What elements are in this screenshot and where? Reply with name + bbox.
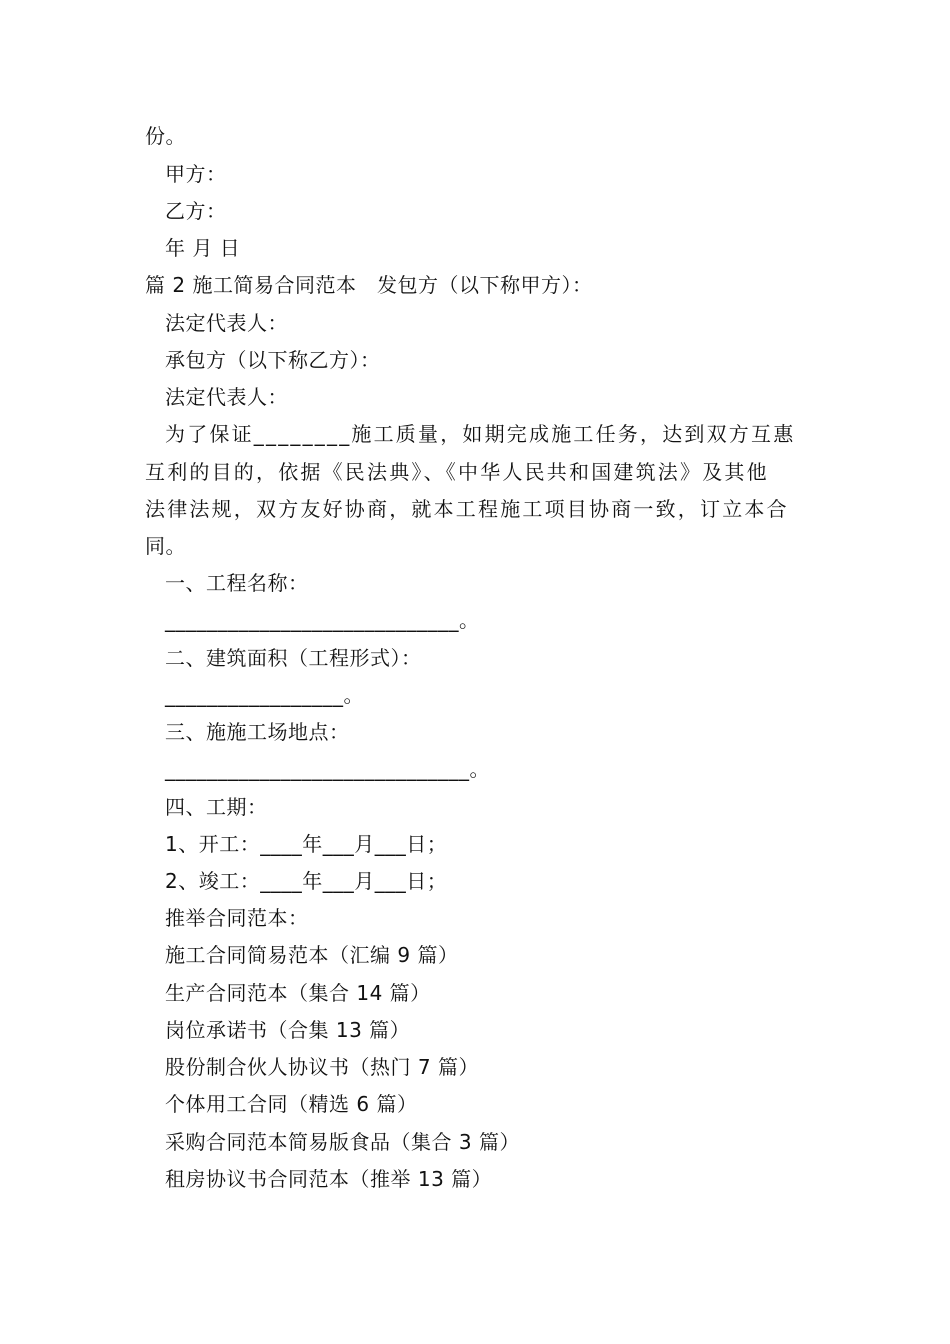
blank-line: _________________。: [165, 683, 364, 707]
list-item: 施工合同简易范本（汇编 9 篇）: [165, 943, 459, 967]
list-item: 股份制合伙人协议书（热门 7 篇）: [165, 1055, 479, 1079]
blank-line: _____________________________。: [165, 757, 490, 781]
list-heading: 推举合同范本：: [165, 906, 309, 930]
clause-heading: 四、工期：: [165, 795, 268, 819]
list-item: 岗位承诺书（合集 13 篇）: [165, 1018, 411, 1042]
clause-heading: 三、施施工场地点：: [165, 720, 350, 744]
text-line: 法定代表人：: [165, 385, 288, 409]
clause-heading: 二、建筑面积（工程形式）：: [165, 646, 422, 670]
clause-heading: 一、工程名称：: [165, 571, 309, 595]
list-item: 生产合同范本（集合 14 篇）: [165, 981, 431, 1005]
text-line: 1、开工：____年___月___日；: [165, 832, 448, 856]
section-heading: 篇 2 施工简易合同范本 发包方（以下称甲方）：: [145, 273, 593, 297]
text-line-date: 年 月 日: [165, 236, 241, 260]
text-line: 2、竣工：____年___月___日；: [165, 869, 448, 893]
text-line-party-a: 甲方：: [165, 162, 227, 186]
text-line-party-b: 乙方：: [165, 199, 227, 223]
list-item: 采购合同范本简易版食品（集合 3 篇）: [165, 1130, 520, 1154]
paragraph-line: 同。: [145, 534, 186, 558]
blank-line: ____________________________。: [165, 608, 480, 632]
text-line: 承包方（以下称乙方）：: [165, 348, 381, 372]
paragraph-line: 互利的目的，依据《民法典》、《中华人民共和国建筑法》及其他: [145, 460, 769, 484]
paragraph-line: 为了保证________施工质量，如期完成施工任务，达到双方互惠: [165, 422, 796, 446]
list-item: 租房协议书合同范本（推举 13 篇）: [165, 1167, 493, 1191]
list-item: 个体用工合同（精选 6 篇）: [165, 1092, 418, 1116]
paragraph-line: 法律法规，双方友好协商，就本工程施工项目协商一致，订立本合: [145, 497, 789, 521]
text-line: 份。: [145, 124, 186, 148]
text-line: 法定代表人：: [165, 311, 288, 335]
